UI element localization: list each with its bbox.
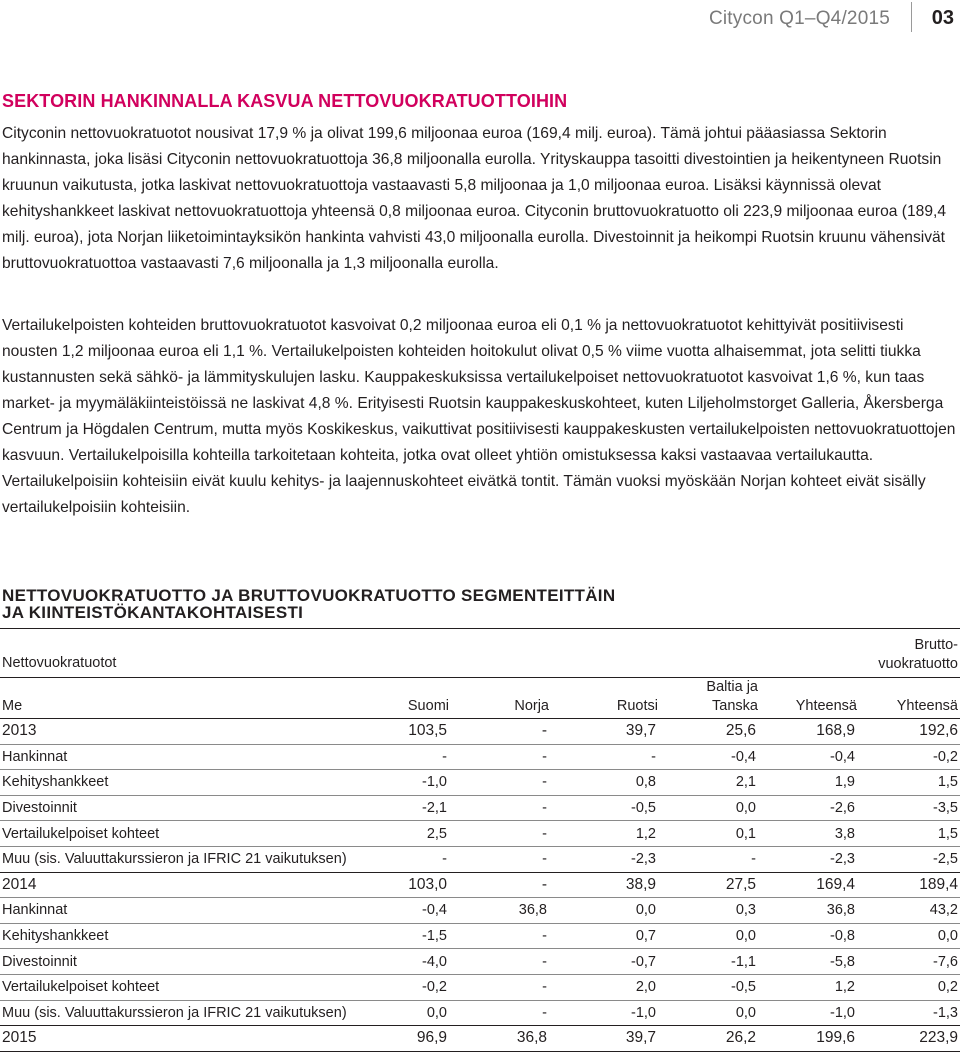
cell-total-net: -1,0: [758, 1000, 857, 1026]
row-label: 2015: [0, 1026, 360, 1052]
cell-suomi: -4,0: [360, 949, 449, 975]
cell-total-net: -0,4: [758, 744, 857, 770]
cell-ruotsi: 38,9: [549, 872, 658, 898]
cell-baltia-tanska: 2,1: [658, 770, 758, 796]
cell-norja: -: [449, 744, 549, 770]
cell-suomi: 103,0: [360, 872, 449, 898]
report-title: Citycon Q1–Q4/2015: [708, 8, 890, 29]
table-row: [0, 898, 960, 924]
cell-total-net: 169,4: [758, 872, 857, 898]
cell-total-net: 168,9: [758, 719, 857, 745]
group-header-gross-line1: Brutto-: [914, 637, 958, 653]
cell-suomi: 2,5: [360, 821, 449, 847]
cell-suomi: -1,0: [360, 770, 449, 796]
paragraph-like-for-like: Vertailukelpoisten kohteiden bruttovuokratuotot kasvoivat 0,2 miljoonaa euroa eli 0,1 % ja nettovuokratuotot kehittyivät positiivisesti nousten 1,2 miljoonaa euroa eli 1,1 %. Vertailukelpoisten kohteiden hoitokulut olivat 0,5 % viime vuotta alhaisemmat, jota selitti tiukka kustannusten sekä sähkö- ja lämmityskulujen lasku. Kauppakeskuksissa vertailukelpoiset nettovuokratuotot kasvoivat 1,6 %, kun taas market- ja myymäläkiinteistöissä ne laskivat 4,8 %. Erityisesti Ruotsin kauppakeskuskohteet, kuten Liljeholmstorget Galleria, Åkersberga Centrum ja Högdalen Centrum, mutta myös Koskikeskus, vaikuttivat positiivisesti kauppakeskusten vertailukelpoisten nettovuokratuottojen kasvuun. Vertailukelpoisilla kohteilla tarkoitetaan kohteita, jotka ovat olleet yhtiön omistuksessa kaksi vastaavaa vertailukautta. Vertailukelpoisiin kohteisiin eivät kuulu kehitys- ja laajennuskohteet eivätkä tontit. Tämän vuoksi myöskään Norjan kohteet eivät sisälly vertailukelpoisiin kohteisiin.: [2, 317, 956, 516]
cell-total-net: -5,8: [758, 949, 857, 975]
col-header-ruotsi: Ruotsi: [616, 698, 658, 714]
cell-total-gross: -0,2: [857, 744, 960, 770]
segment-table: [0, 718, 960, 1052]
table-row: [0, 719, 960, 745]
table-row: [0, 821, 960, 847]
header-divider: [911, 2, 912, 32]
table-row: [0, 1000, 960, 1026]
cell-total-net: 3,8: [758, 821, 857, 847]
cell-baltia-tanska: 26,2: [658, 1026, 758, 1052]
cell-norja: -: [449, 770, 549, 796]
cell-ruotsi: -0,7: [549, 949, 658, 975]
row-label: Vertailukelpoiset kohteet: [0, 821, 360, 847]
cell-total-gross: 192,6: [857, 719, 960, 745]
row-label: Divestoinnit: [0, 949, 360, 975]
table-row: [0, 974, 960, 1000]
cell-ruotsi: 2,0: [549, 974, 658, 1000]
cell-suomi: 96,9: [360, 1026, 449, 1052]
table-row: [0, 949, 960, 975]
table-heading: [2, 587, 615, 621]
cell-norja: -: [449, 719, 549, 745]
cell-baltia-tanska: 0,0: [658, 795, 758, 821]
col-header-baltia-line1: Baltia ja: [706, 679, 758, 695]
row-label: Divestoinnit: [0, 795, 360, 821]
cell-total-gross: 189,4: [857, 872, 960, 898]
row-label: Muu (sis. Valuuttakurssieron ja IFRIC 21 vaikutuksen): [0, 846, 360, 872]
cell-ruotsi: -0,5: [549, 795, 658, 821]
cell-baltia-tanska: -: [658, 846, 758, 872]
col-header-baltia-line2: Tanska: [712, 698, 758, 714]
cell-total-gross: 223,9: [857, 1026, 960, 1052]
table-row: [0, 872, 960, 898]
cell-total-gross: -2,5: [857, 846, 960, 872]
page-header: [0, 0, 960, 40]
cell-total-gross: -1,3: [857, 1000, 960, 1026]
cell-norja: 36,8: [449, 1026, 549, 1052]
cell-total-net: 1,2: [758, 974, 857, 1000]
cell-norja: -: [449, 949, 549, 975]
cell-total-gross: -3,5: [857, 795, 960, 821]
cell-ruotsi: -: [549, 744, 658, 770]
cell-total-gross: 1,5: [857, 821, 960, 847]
table-row: [0, 795, 960, 821]
cell-suomi: -1,5: [360, 923, 449, 949]
col-header-total-net: Yhteensä: [795, 698, 857, 714]
cell-baltia-tanska: 27,5: [658, 872, 758, 898]
row-label: Hankinnat: [0, 744, 360, 770]
paragraph-net-rental: Cityconin nettovuokratuotot nousivat 17,9 % ja olivat 199,6 miljoonaa euroa (169,4 milj. euroa). Tämä johtui pääasiassa Sektorin hankinnasta, joka lisäsi Cityconin nettovuokratuottoja 36,8 miljoonalla eurolla. Yrityskauppa tasoitti divestointien ja heikentyneen Ruotsin kruunun vaikutusta, jotka laskivat nettovuokratuottoja vastaavasti 5,8 miljoonaa ja 1,0 miljoonaa euroa. Lisäksi käynnissä olevat kehityshankkeet laskivat nettovuokratuottoja yhteensä 0,8 miljoonaa euroa. Cityconin bruttovuokratuotto oli 223,9 miljoonaa euroa (189,4 milj. euroa), jota Norjan liiketoimintayksikön hankinta vahvisti 43,0 miljoonalla eurolla. Divestoinnit ja heikompi Ruotsin kruunu vähensivät bruttovuokratuottoa vastaavasti 7,6 miljoonalla ja 1,3 miljoonalla eurolla.: [2, 125, 947, 272]
cell-total-gross: 1,5: [857, 770, 960, 796]
cell-ruotsi: 1,2: [549, 821, 658, 847]
row-label: Muu (sis. Valuuttakurssieron ja IFRIC 21 vaikutuksen): [0, 1000, 360, 1026]
cell-norja: -: [449, 872, 549, 898]
cell-total-net: -0,8: [758, 923, 857, 949]
row-label: Kehityshankkeet: [0, 770, 360, 796]
cell-norja: -: [449, 846, 549, 872]
col-header-norja: Norja: [514, 698, 549, 714]
row-label: Vertailukelpoiset kohteet: [0, 974, 360, 1000]
row-label: 2014: [0, 872, 360, 898]
group-header-gross: [878, 636, 958, 674]
table-heading-line2: JA KIINTEISTÖKANTAKOHTAISESTI: [2, 603, 304, 622]
cell-total-net: 36,8: [758, 898, 857, 924]
cell-suomi: 0,0: [360, 1000, 449, 1026]
cell-baltia-tanska: -0,5: [658, 974, 758, 1000]
cell-ruotsi: 39,7: [549, 719, 658, 745]
cell-total-net: 199,6: [758, 1026, 857, 1052]
table-row: [0, 770, 960, 796]
cell-total-net: 1,9: [758, 770, 857, 796]
col-header-baltia: [706, 678, 758, 716]
page-number: 03: [931, 7, 954, 29]
cell-ruotsi: 0,8: [549, 770, 658, 796]
cell-norja: -: [449, 795, 549, 821]
cell-baltia-tanska: 0,1: [658, 821, 758, 847]
cell-total-gross: 0,0: [857, 923, 960, 949]
cell-baltia-tanska: -0,4: [658, 744, 758, 770]
table-row: [0, 1026, 960, 1052]
cell-baltia-tanska: 25,6: [658, 719, 758, 745]
cell-ruotsi: -1,0: [549, 1000, 658, 1026]
col-header-me: Me: [2, 698, 23, 714]
cell-suomi: -0,4: [360, 898, 449, 924]
table-row: [0, 846, 960, 872]
cell-suomi: -: [360, 744, 449, 770]
cell-norja: -: [449, 821, 549, 847]
cell-total-gross: 0,2: [857, 974, 960, 1000]
cell-norja: -: [449, 923, 549, 949]
cell-ruotsi: -2,3: [549, 846, 658, 872]
cell-ruotsi: 0,7: [549, 923, 658, 949]
cell-total-net: -2,6: [758, 795, 857, 821]
cell-norja: -: [449, 1000, 549, 1026]
cell-suomi: -: [360, 846, 449, 872]
col-header-suomi: Suomi: [407, 698, 449, 714]
cell-total-net: -2,3: [758, 846, 857, 872]
cell-suomi: -0,2: [360, 974, 449, 1000]
cell-suomi: -2,1: [360, 795, 449, 821]
cell-total-gross: 43,2: [857, 898, 960, 924]
row-label: Kehityshankkeet: [0, 923, 360, 949]
cell-total-gross: -7,6: [857, 949, 960, 975]
cell-baltia-tanska: 0,0: [658, 1000, 758, 1026]
col-header-total-gross: Yhteensä: [896, 698, 958, 714]
section-heading: SEKTORIN HANKINNALLA KASVUA NETTOVUOKRATUOTTOIHIN: [2, 91, 568, 111]
cell-baltia-tanska: 0,3: [658, 898, 758, 924]
cell-baltia-tanska: -1,1: [658, 949, 758, 975]
cell-norja: 36,8: [449, 898, 549, 924]
group-header-gross-line2: vuokratuotto: [878, 656, 958, 672]
cell-suomi: 103,5: [360, 719, 449, 745]
cell-ruotsi: 39,7: [549, 1026, 658, 1052]
row-label: Hankinnat: [0, 898, 360, 924]
table-row: [0, 923, 960, 949]
cell-ruotsi: 0,0: [549, 898, 658, 924]
cell-norja: -: [449, 974, 549, 1000]
column-header-row: [0, 678, 960, 718]
cell-baltia-tanska: 0,0: [658, 923, 758, 949]
table-heading-line1: NETTOVUOKRATUOTTO JA BRUTTOVUOKRATUOTTO SEGMENTEITTÄIN: [2, 586, 616, 605]
row-label: 2013: [0, 719, 360, 745]
table-heading-rule: [0, 628, 960, 629]
table-row: [0, 744, 960, 770]
group-header-net: Nettovuokratuotot: [2, 655, 117, 671]
